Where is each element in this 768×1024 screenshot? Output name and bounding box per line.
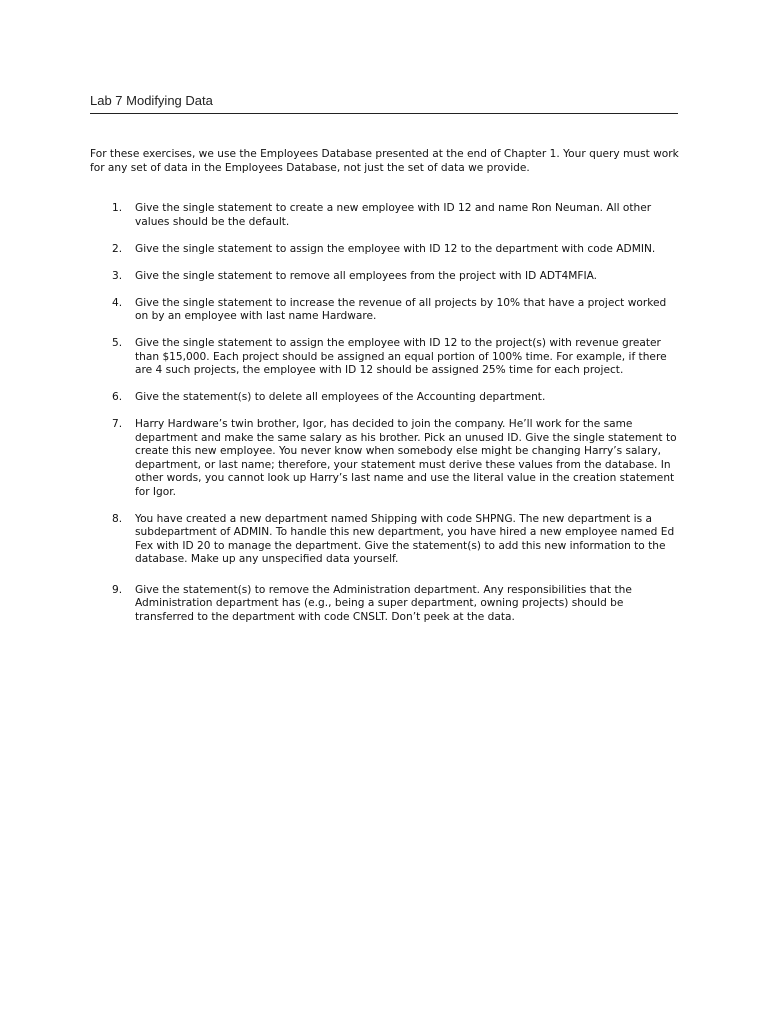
exercise-item — [90, 297, 680, 324]
exercise-number: 4. — [112, 296, 123, 309]
exercise-number: 3. — [112, 269, 123, 282]
exercise-text: Give the single statement to assign the employee with ID 12 to the department with code ADMIN. — [135, 242, 656, 255]
exercise-number: 1. — [112, 202, 123, 214]
exercise-text: Give the single statement to remove all employees from the project with ID ADT4MFIA. — [135, 269, 598, 282]
exercise-item — [90, 202, 680, 229]
exercise-number: 9. — [112, 583, 123, 596]
exercise-number: 5. — [112, 337, 123, 349]
exercise-item — [90, 513, 680, 567]
exercise-item — [90, 337, 680, 378]
exercise-item — [90, 418, 680, 499]
exercise-number: 7. — [112, 418, 123, 430]
exercise-text: You have created a new department named Shipping with code SHPNG. The new department is a subdepartment of ADMIN. To handle this new department, you have hired a new employee named Ed Fex with ID 20 to manage the department. Give the statement(s) to add this new information to the database. Make up any unspecified data yourself. — [135, 512, 675, 565]
exercise-text: Give the statement(s) to remove the Administration department. Any responsibilities that the Administration department has (e.g., being a super department, owning projects) should be transferred to the department with code CNSLT. Don’t peek at the data. — [135, 583, 632, 623]
document-title: Lab 7 Modifying Data — [90, 93, 213, 108]
exercise-number: 6. — [112, 391, 123, 403]
exercise-number: 2. — [112, 242, 123, 255]
exercise-text: Give the statement(s) to delete all employees of the Accounting department. — [135, 391, 546, 403]
exercise-number: 8. — [112, 512, 123, 525]
exercise-item — [90, 584, 680, 625]
exercise-item — [90, 243, 680, 257]
exercise-text: Harry Hardware’s twin brother, Igor, has decided to join the company. He’ll work for the same department and make the same salary as his brother. Pick an unused ID. Give the single statement to create this new employee. You never know when somebody else might be changing Harry’s salary, department, or last name; therefore, your statement must derive these values from the database. In other words, you cannot look up Harry’s last name and use the literal value in the creation statement for Igor. — [135, 418, 677, 498]
exercise-item — [90, 270, 680, 284]
exercise-list — [90, 202, 680, 624]
exercise-text: Give the single statement to create a new employee with ID 12 and name Ron Neuman. All other values should be the default. — [135, 202, 652, 228]
exercise-text: Give the single statement to increase the revenue of all projects by 10% that have a project worked on by an employee with last name Hardware. — [135, 296, 667, 322]
intro-paragraph: For these exercises, we use the Employees Database presented at the end of Chapter 1. Your query must work for any set of data in the Employees Database, not just the set of data we provide. — [90, 148, 679, 174]
exercise-text: Give the single statement to assign the employee with ID 12 to the project(s) with revenue greater than $15,000. Each project should be assigned an equal portion of 100% time. For example, if there are 4 such projects, the employee with ID 12 should be assigned 25% time for each project. — [135, 337, 667, 376]
title-underline — [90, 113, 678, 114]
exercise-item — [90, 391, 680, 405]
